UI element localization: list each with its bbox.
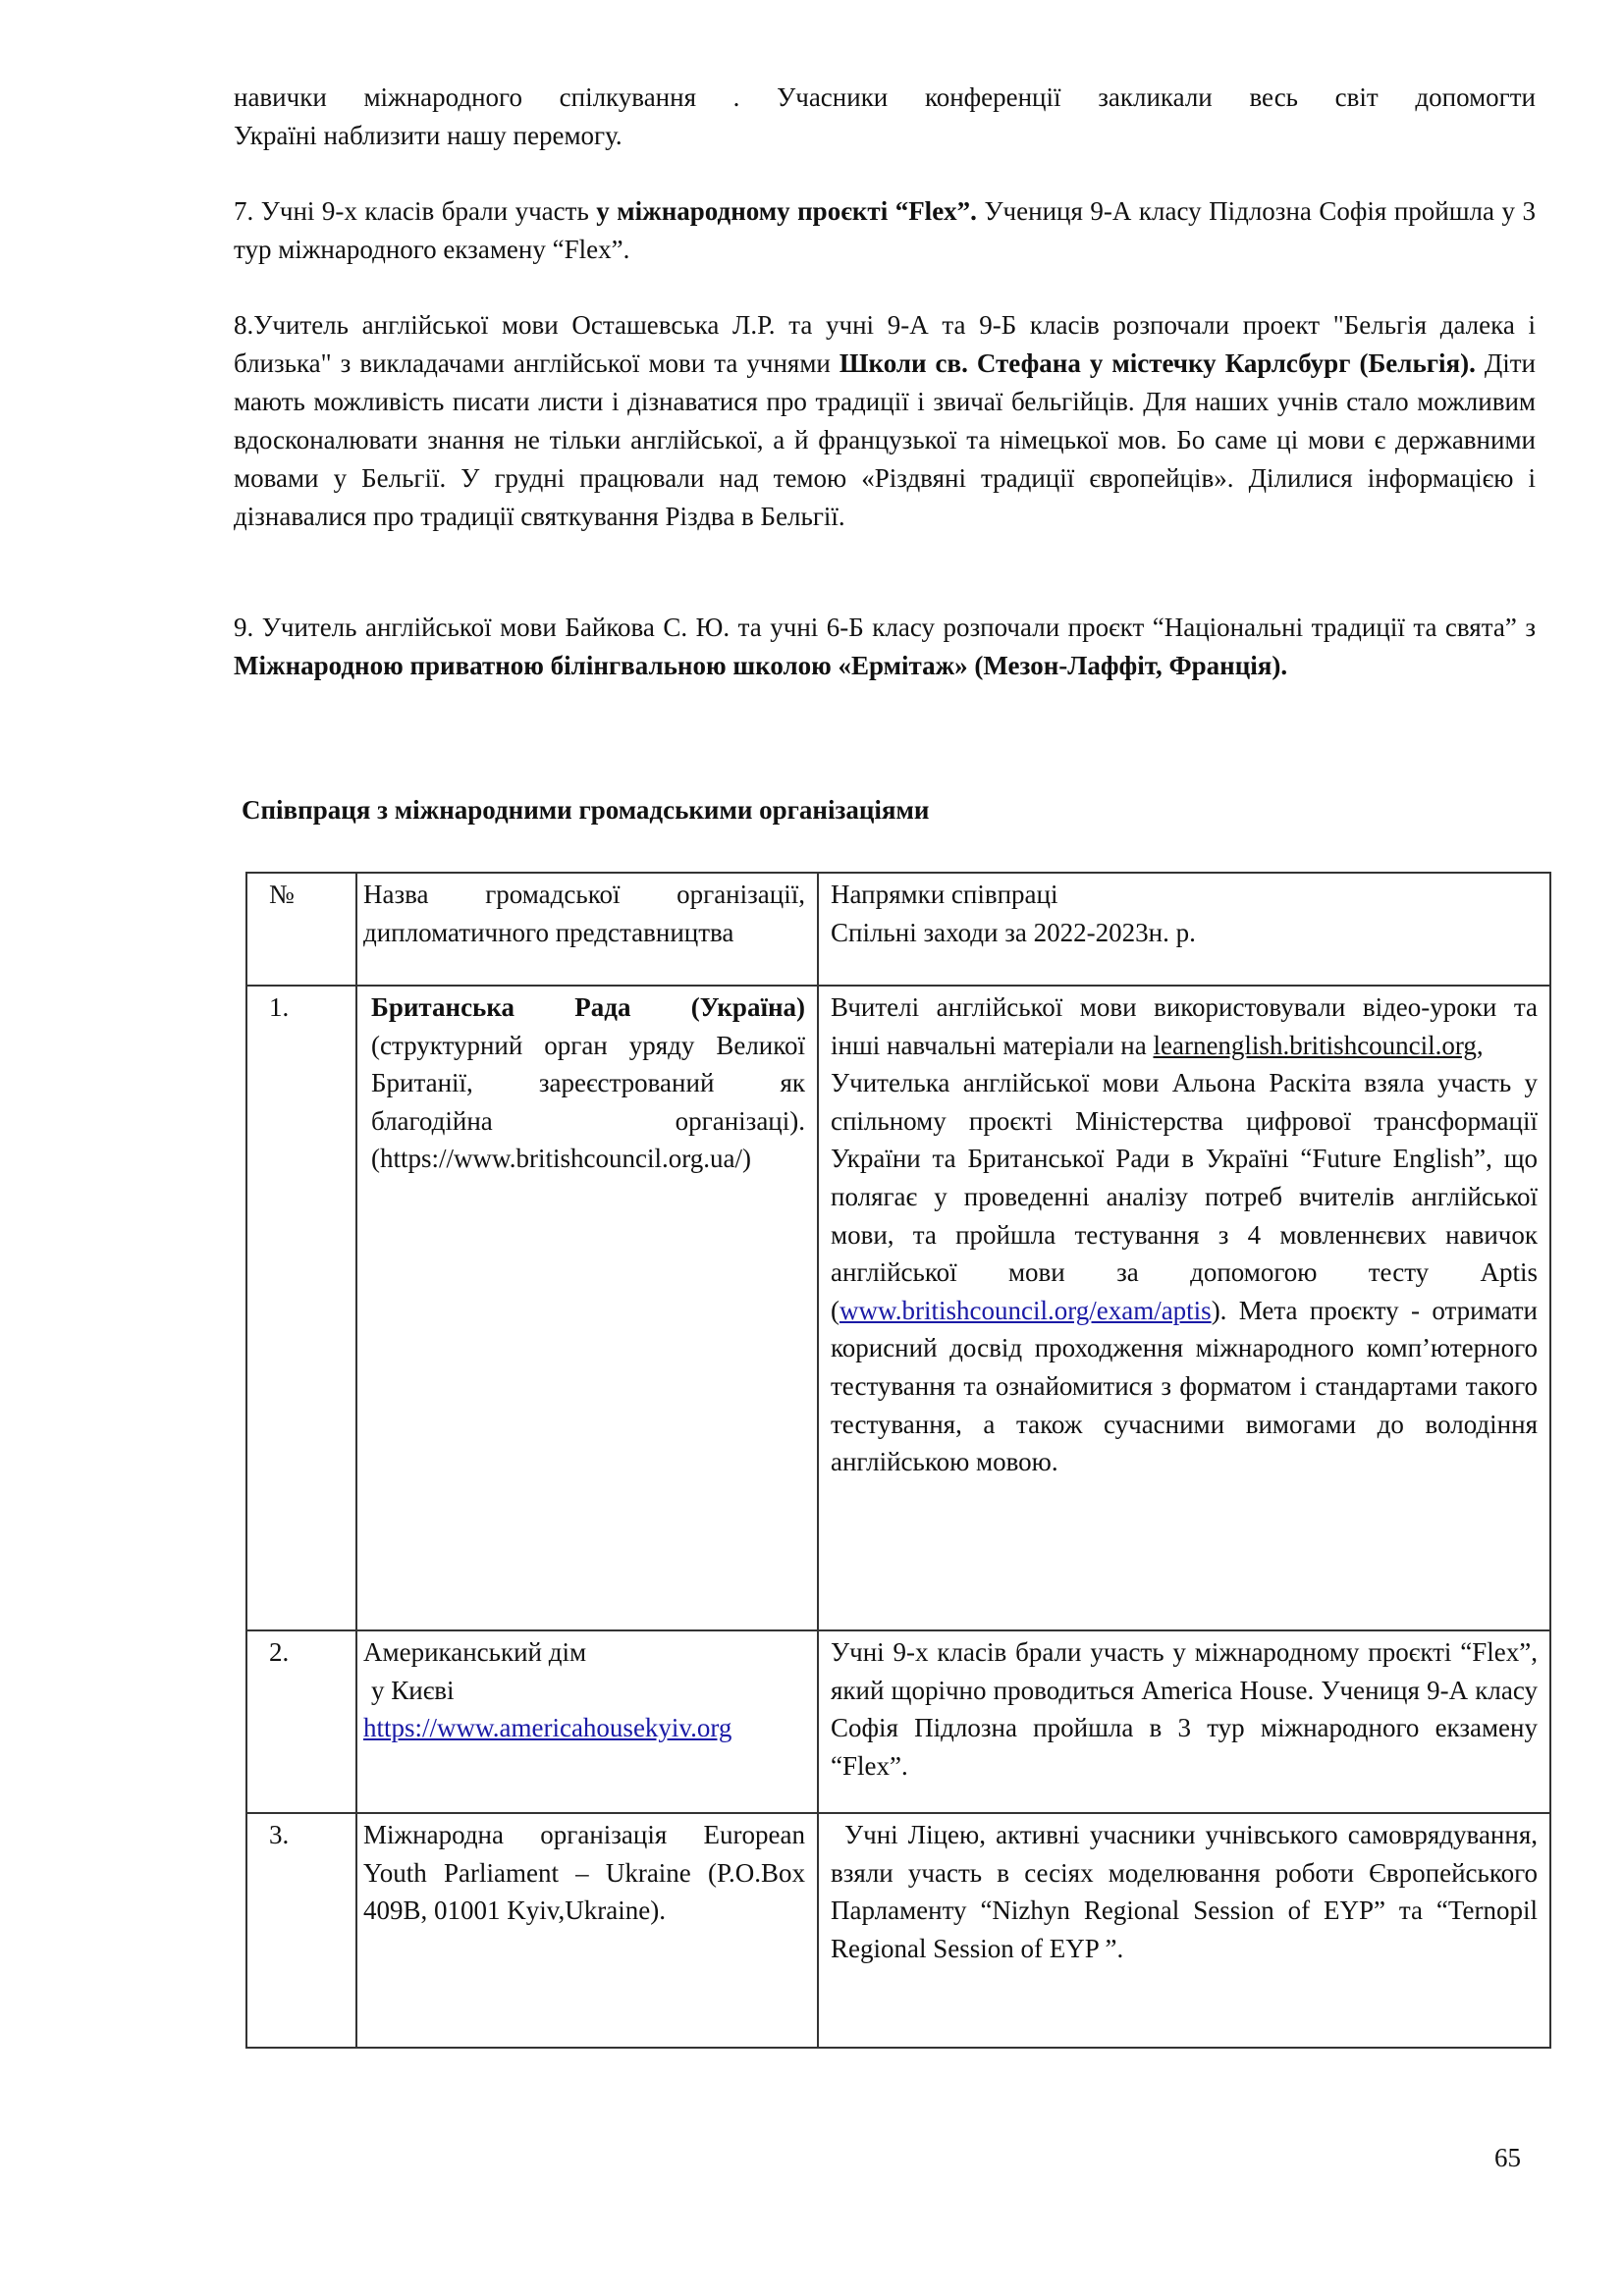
organization-title: Американський дім <box>363 1637 587 1667</box>
header-cooperation <box>818 873 1550 986</box>
table-header-row <box>246 873 1550 986</box>
row-cooperation: Учні Ліцею, активні учасники учнівського самоврядування, взяли участь в сесіях моделювання роботи Європейського Парламенту “Nizhyn Regional Session of EYP” та “Ternopil Regional Session of EYP ”. <box>818 1813 1550 2048</box>
paragraph-continuation <box>234 79 1536 155</box>
americahouse-link[interactable]: https://www.americahousekyiv.org <box>363 1713 732 1743</box>
organizations-table <box>245 872 1551 2049</box>
paragraph-item-9 <box>234 609 1536 685</box>
paragraph-text: 8.Учитель англійської мови Осташевська Л.Р. та учні 9-А та 9-Б класів розпочали проект "Бельгія далека і близька" з викладачами англійської мови та учнями <box>234 310 1536 378</box>
paragraph-bold-text: у міжнародному проєкті “Flex”. <box>596 196 977 226</box>
paragraph-line: Україні наблизити нашу перемогу. <box>234 121 623 150</box>
cooperation-text: Вчителі англійської мови використовували відео-уроки та інші навчальні матеріали на <box>831 992 1538 1060</box>
paragraph-text: Діти мають можливість писати листи і дізнаватися про традиції і звичаї бельгійців. Для наших учнів стало можливим вдосконалювати знання не тільки англійської, а й французької та німецької мов. Бо саме ці мови є державними мовами у Бельгії. У грудні працювали над темою «Різдвяні традиції європейців». Ділилися інформацією і дізнавалися про традиції святкування Різдва в Бельгії. <box>234 348 1536 531</box>
header-organization-name: Назва громадської організації, дипломатичного представництва <box>356 873 818 986</box>
paragraph-bold-text: Міжнародною приватною білінгвальною школою «Ермітаж» (Мезон-Лаффіт, Франція). <box>234 651 1288 680</box>
section-heading: Співпраця з міжнародними громадськими організаціями <box>242 795 930 825</box>
table-row <box>246 986 1550 1630</box>
paragraph-text: 9. Учитель англійської мови Байкова С. Ю. та учні 6-Б класу розпочали проєкт “Національні традиції та свята” з <box>234 613 1536 642</box>
learnenglish-link[interactable]: learnenglish.britishcouncil.org <box>1153 1030 1477 1060</box>
header-cooperation-line: Спільні заходи за 2022-2023н. р. <box>831 917 1196 947</box>
row-organization-name <box>356 986 818 1630</box>
paragraph-line: навички міжнародного спілкування . Учасники конференції закликали весь світ допомогти <box>234 82 1536 112</box>
row-number: 3. <box>246 1813 356 2048</box>
cooperation-text: , <box>1476 1030 1484 1060</box>
table-row <box>246 1813 1550 2048</box>
header-cooperation-line: Напрямки співпраці <box>831 880 1058 909</box>
page-number: 65 <box>1494 2143 1521 2172</box>
paragraph-item-7 <box>234 192 1536 269</box>
organization-title: Британська Рада (Україна) <box>371 992 805 1022</box>
organization-details: (структурний орган уряду Великої Британії, зареєстрований як благодійна організаці). (https://www.britishcouncil.org.ua/) <box>371 1030 805 1174</box>
row-number: 2. <box>246 1630 356 1813</box>
aptis-link[interactable]: www.britishcouncil.org/exam/aptis <box>839 1295 1212 1325</box>
cooperation-text-body: Учителька англійської мови Альона Раскіта взяла участь у спільному проєкті Міністерства цифрової трансформації України та Британської Ради в Україні “Future English”, що полягає у проведенні аналізу потреб вчителів англійської мови, та пройшла тестування з 4 мовленнєвих навичок англійської мови за допомогою тесту Aptis ( <box>831 1068 1538 1325</box>
cooperation-text: ). Мета проєкту - отримати корисний досвід проходження міжнародного комп’ютерного тестування та ознайомитися з форматом і стандартами такого тестування, а також сучасними вимогами до володіння англійською мовою. <box>831 1295 1538 1477</box>
row-cooperation <box>818 986 1550 1630</box>
row-cooperation: Учні 9-х класів брали участь у міжнародному проєкті “Flex”, який щорічно проводиться America House. Учениця 9-А класу Софія Підлозна пройшла в 3 тур міжнародного екзамену “Flex”. <box>818 1630 1550 1813</box>
row-organization-name <box>356 1630 818 1813</box>
cooperation-text <box>831 1064 1538 1481</box>
paragraph-item-8 <box>234 306 1536 536</box>
table-row <box>246 1630 1550 1813</box>
row-number: 1. <box>246 986 356 1630</box>
paragraph-bold-text: Школи св. Стефана у містечку Карлсбург (Бельгія). <box>839 348 1476 378</box>
row-organization-name: Міжнародна організація European Youth Parliament – Ukraine (P.O.Box 409B, 01001 Kyiv,Ukraine). <box>356 1813 818 2048</box>
header-number: № <box>246 873 356 986</box>
organization-location: у Києві <box>371 1675 455 1705</box>
paragraph-text: Учениця 9-А класу Підлозна Софія пройшла у 3 тур міжнародного екзамену “Flex”. <box>234 196 1536 264</box>
paragraph-text: 7. Учні 9-х класів брали участь <box>234 196 597 226</box>
